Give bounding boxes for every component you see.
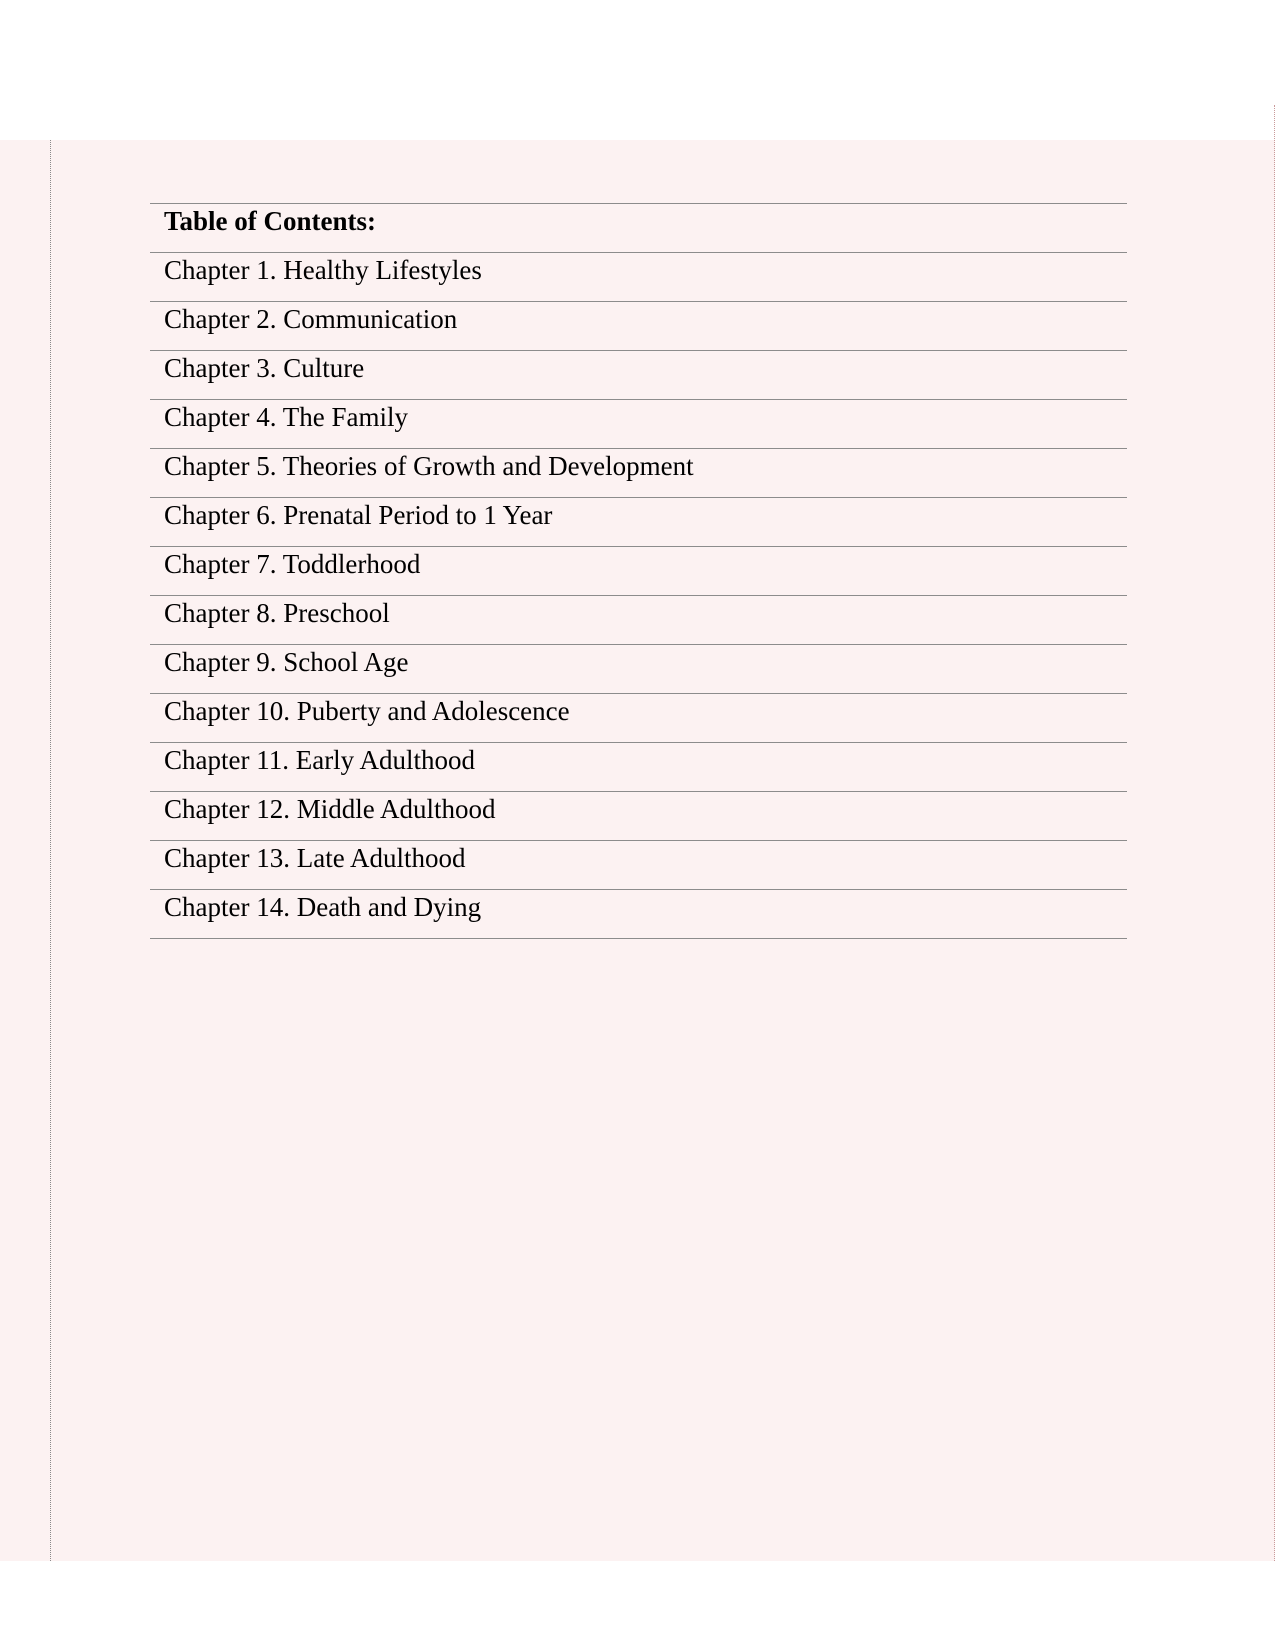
toc-entry-chapter-3: Chapter 3. Culture bbox=[150, 351, 1127, 400]
toc-entry-chapter-8: Chapter 8. Preschool bbox=[150, 596, 1127, 645]
toc-entry-chapter-1: Chapter 1. Healthy Lifestyles bbox=[150, 253, 1127, 302]
top-margin bbox=[0, 0, 1262, 140]
toc-entry-chapter-13: Chapter 13. Late Adulthood bbox=[150, 841, 1127, 890]
toc-entry-chapter-6: Chapter 6. Prenatal Period to 1 Year bbox=[150, 498, 1127, 547]
toc-heading: Table of Contents: bbox=[150, 204, 1127, 253]
toc-entry-chapter-11: Chapter 11. Early Adulthood bbox=[150, 743, 1127, 792]
toc-entry-chapter-12: Chapter 12. Middle Adulthood bbox=[150, 792, 1127, 841]
table-of-contents bbox=[150, 203, 1127, 939]
toc-entry-chapter-5: Chapter 5. Theories of Growth and Development bbox=[150, 449, 1127, 498]
toc-entry-chapter-9: Chapter 9. School Age bbox=[150, 645, 1127, 694]
toc-entry-chapter-2: Chapter 2. Communication bbox=[150, 302, 1127, 351]
toc-entry-chapter-10: Chapter 10. Puberty and Adolescence bbox=[150, 694, 1127, 743]
toc-entry-chapter-4: Chapter 4. The Family bbox=[150, 400, 1127, 449]
left-text-boundary bbox=[50, 140, 51, 1561]
toc-entry-chapter-14: Chapter 14. Death and Dying bbox=[150, 890, 1127, 939]
toc-entry-chapter-7: Chapter 7. Toddlerhood bbox=[150, 547, 1127, 596]
